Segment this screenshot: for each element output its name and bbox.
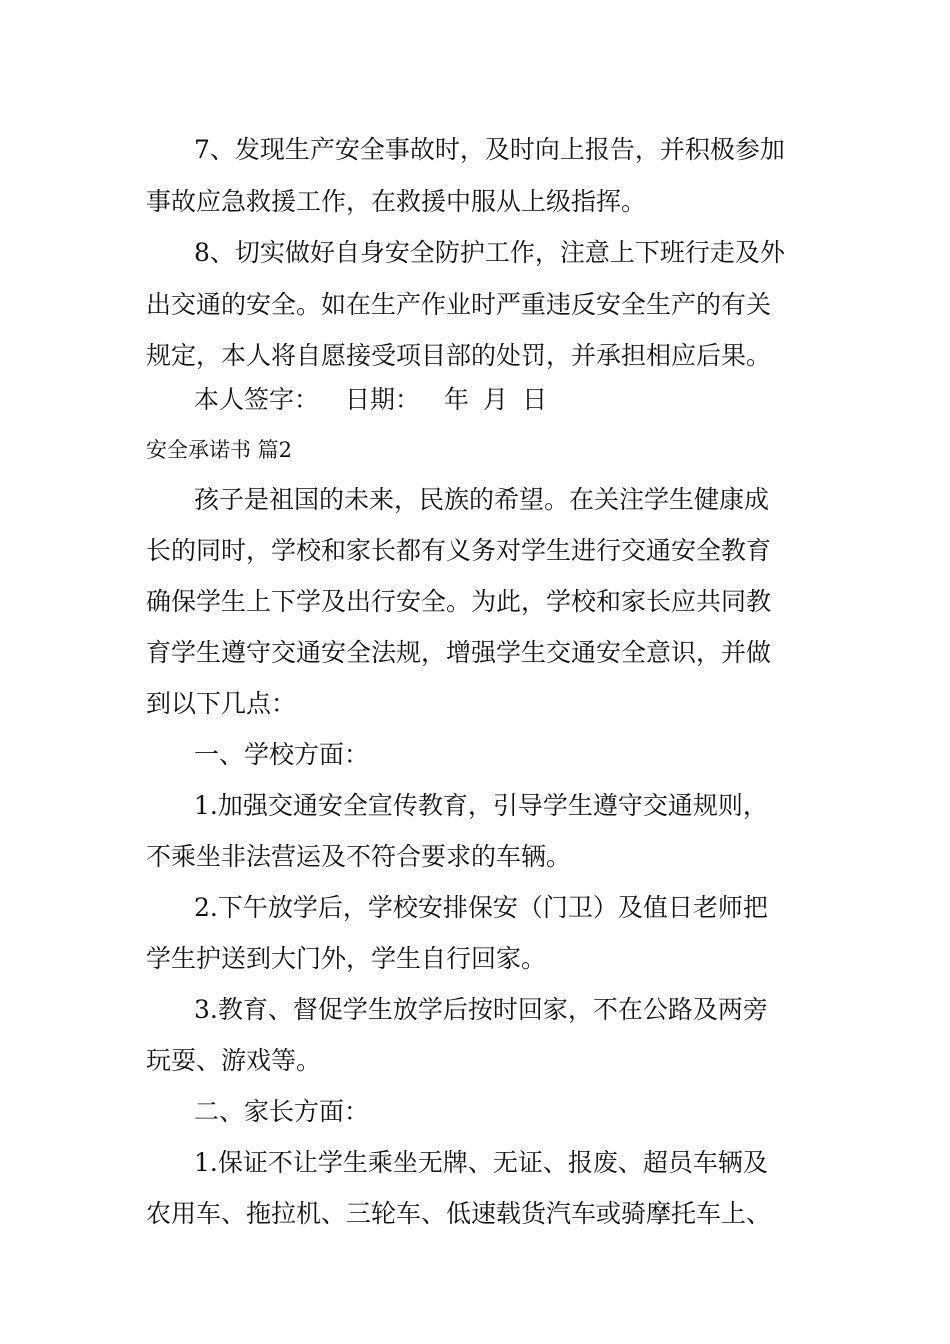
paragraph-line: 2.下午放学后，学校安排保安（门卫）及值日老师把 (194, 893, 768, 922)
paragraph-line: 玩耍、游戏等。 (146, 1046, 322, 1075)
paragraph-line: 1.保证不让学生乘坐无牌、无证、报废、超员车辆及 (194, 1148, 768, 1177)
paragraph-line: 确保学生上下学及出行安全。为此，学校和家长应共同教 (146, 587, 772, 616)
paragraph-line: 出交通的安全。如在生产作业时严重违反安全生产的有关 (146, 290, 772, 319)
month-label: 月 (483, 385, 509, 414)
paragraph-line: 农用车、拖拉机、三轮车、低速载货汽车或骑摩托车上、 (146, 1199, 772, 1228)
signature-line (194, 374, 547, 426)
section-heading: 安全承诺书 篇2 (146, 438, 293, 462)
paragraph-line: 学生护送到大门外，学生自行回家。 (146, 944, 547, 973)
paragraph-line: 育学生遵守交通安全法规，增强学生交通安全意识，并做 (146, 638, 772, 667)
paragraph-line: 3.教育、督促学生放学后按时回家，不在公路及两旁 (194, 995, 768, 1024)
paragraph-line: 8、切实做好自身安全防护工作，注意上下班行走及外 (194, 238, 785, 267)
paragraph-line: 长的同时，学校和家长都有义务对学生进行交通安全教育 (146, 536, 772, 565)
paragraph-line: 到以下几点： (146, 689, 297, 718)
paragraph-line: 7、发现生产安全事故时，及时向上报告，并积极参加 (194, 135, 785, 164)
day-label: 日 (522, 385, 548, 414)
paragraph-line: 不乘坐非法营运及不符合要求的车辆。 (146, 842, 572, 871)
paragraph-line: 一、学校方面： (194, 740, 370, 769)
date-label: 日期： (345, 385, 421, 414)
year-label: 年 (444, 385, 470, 414)
signature-label: 本人签字： (194, 385, 320, 414)
paragraph-line: 事故应急救援工作，在救援中服从上级指挥。 (146, 187, 647, 216)
paragraph-line: 孩子是祖国的未来，民族的希望。在关注学生健康成 (194, 485, 770, 514)
paragraph-line: 规定，本人将自愿接受项目部的处罚，并承担相应后果。 (146, 341, 772, 370)
paragraph-line: 二、家长方面： (194, 1097, 370, 1126)
paragraph-line: 1.加强交通安全宣传教育，引导学生遵守交通规则， (194, 791, 768, 820)
